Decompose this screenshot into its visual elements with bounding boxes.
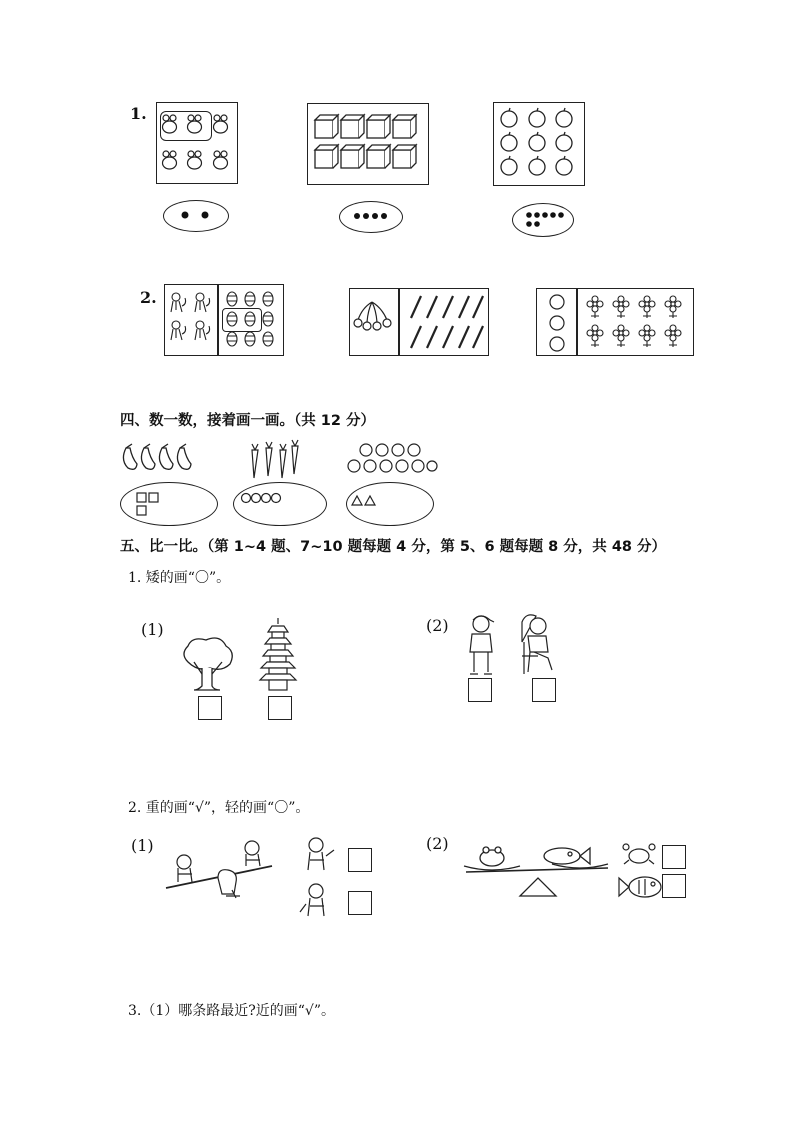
q1-text: 1. 矮的画“〇”。 (128, 570, 231, 586)
carrot-icons (246, 434, 306, 480)
girl-answer-box[interactable] (532, 678, 556, 702)
q2-part2-label: (2) (426, 834, 449, 853)
q1-part1-label: (1) (141, 620, 164, 639)
crab-answer-box[interactable] (662, 845, 686, 869)
apples-flowers-divider (576, 289, 578, 355)
dots-8 (512, 203, 572, 235)
fish-icon (617, 872, 663, 902)
tiger-top-icon (302, 836, 338, 876)
bug-icons (224, 290, 280, 350)
section4-heading: 四、数一数，接着画一画。（共 12 分） (120, 413, 376, 429)
flower-icons (582, 294, 690, 352)
pagoda-icon (258, 618, 298, 694)
fish-answer-box[interactable] (662, 874, 686, 898)
tree-icon (180, 636, 236, 692)
dots-4 (339, 201, 401, 231)
pagoda-answer-box[interactable] (268, 696, 292, 720)
cherries-icon (352, 300, 396, 340)
tomato-icons (345, 442, 437, 476)
animals-divider (217, 285, 219, 355)
cherries-sticks-divider (398, 289, 400, 355)
monkey-icons (168, 290, 216, 350)
tiger-bottom-icon (300, 882, 336, 922)
cube-icons (315, 115, 425, 175)
seesaw-tigers-icon (162, 838, 282, 904)
tiger-heavy-answer-box[interactable] (348, 848, 372, 872)
apples-column-icon (548, 292, 568, 354)
tree-answer-box[interactable] (198, 696, 222, 720)
q3-text: 3.（1）哪条路最近?近的画“√”。 (128, 1003, 336, 1019)
boy-standing-icon (466, 612, 496, 676)
q2-text: 2. 重的画“√”，轻的画“〇”。 (128, 800, 310, 816)
triangles-shapes (351, 494, 379, 508)
tiger-light-answer-box[interactable] (348, 891, 372, 915)
girl-sitting-icon (518, 612, 562, 676)
section5-heading: 五、比一比。（第 1~4 题、7~10 题每题 4 分，第 5、6 题每题 8 分，共 48 分） (120, 539, 667, 555)
boy-answer-box[interactable] (468, 678, 492, 702)
circles-shapes (240, 492, 290, 506)
part2-label: 2. (140, 288, 157, 307)
eggplant-icons (120, 440, 200, 476)
q2-part1-label: (1) (131, 836, 154, 855)
sticks-icon (405, 293, 485, 351)
dots-2 (163, 200, 227, 230)
squares-shapes (135, 491, 165, 521)
q1-part2-label: (2) (426, 616, 449, 635)
part1-label: 1. (130, 104, 147, 123)
crab-icon (622, 842, 656, 866)
frog-icons (160, 112, 235, 177)
balance-scale-icon (462, 834, 614, 902)
apple-icons (500, 108, 580, 183)
